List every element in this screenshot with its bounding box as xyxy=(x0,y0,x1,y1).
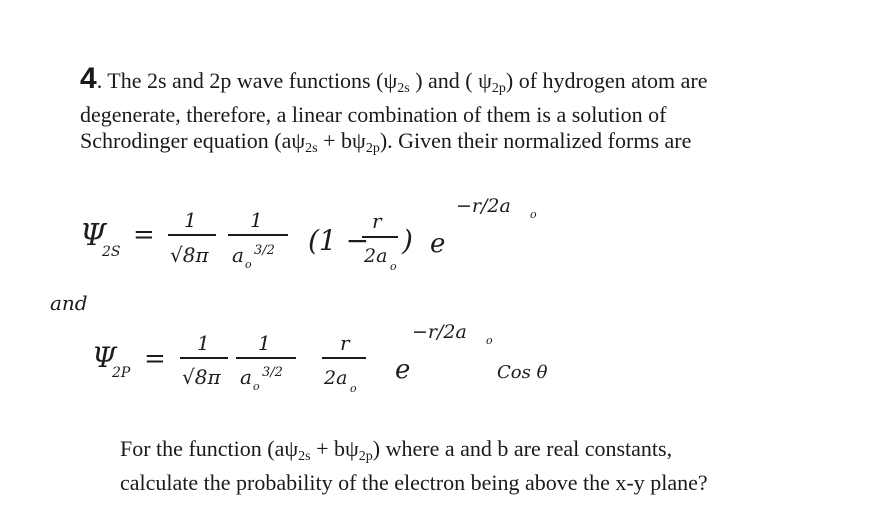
plus-b-text: + b xyxy=(317,128,353,153)
e-symbol: e xyxy=(430,229,446,259)
psi-subscript-2p: 2p xyxy=(358,449,373,464)
psi-symbol: ψ xyxy=(284,436,299,461)
psi-subscript-2s: 2s xyxy=(298,449,311,464)
question-prompt xyxy=(120,436,860,496)
footer-line-1 xyxy=(120,436,860,470)
equals-sign: = xyxy=(144,344,166,374)
psi-subscript-2s: 2s xyxy=(397,81,410,96)
psi-2s-symbol: Ψ xyxy=(80,218,107,253)
psi-subscript-2p: 2p xyxy=(365,141,380,156)
footer-text-b: ) where a and b are real constants, xyxy=(372,436,673,461)
three-halves-exponent: 3/2 xyxy=(254,243,275,258)
line1-text-c: ) of hydrogen atom are xyxy=(505,68,708,93)
r-symbol: r xyxy=(372,209,382,233)
equals-sign: = xyxy=(133,220,155,250)
numerator-one: 1 xyxy=(184,208,197,232)
line3-text-b: ). Given their normalized forms are xyxy=(379,128,692,153)
numerator-one: 1 xyxy=(197,331,210,355)
two-a0: 2a xyxy=(364,245,388,267)
exponent-text: −r/2a xyxy=(456,195,511,217)
numerator-one: 1 xyxy=(258,331,271,355)
line1-text-b: ) and ( xyxy=(409,68,479,93)
zero-subscript: o xyxy=(530,208,537,221)
e-symbol: e xyxy=(395,355,411,385)
three-halves-exponent: 3/2 xyxy=(262,365,283,380)
numerator-one: 1 xyxy=(250,208,263,232)
psi-2s-subscript: 2S xyxy=(102,244,121,260)
sqrt-8-pi: √8π xyxy=(182,365,221,389)
one-minus: (1 − xyxy=(308,224,370,257)
line1-text-a: . The 2s and 2p wave functions ( xyxy=(96,68,384,93)
psi-2s-equation xyxy=(80,195,537,273)
plus-b-text: + b xyxy=(310,436,346,461)
psi-symbol: ψ xyxy=(383,68,398,93)
zero-subscript: o xyxy=(253,380,260,393)
footer-line-2: calculate the probability of the electron being above the x-y plane? xyxy=(120,470,708,495)
psi-symbol: ψ xyxy=(478,68,492,93)
r-symbol: r xyxy=(340,331,350,355)
psi-2p-equation xyxy=(92,321,548,395)
psi-subscript-2s: 2s xyxy=(305,141,318,156)
line3-text-a: Schrodinger equation (a xyxy=(80,128,292,153)
and-word: and xyxy=(50,291,88,315)
zero-subscript: o xyxy=(350,382,357,395)
close-paren: ) xyxy=(402,224,413,257)
zero-subscript: o xyxy=(486,334,493,347)
exponent-text: −r/2a xyxy=(412,321,467,343)
a0-symbol: a xyxy=(240,365,252,389)
zero-subscript: o xyxy=(390,260,397,273)
question-line-2: degenerate, therefore, a linear combination of them is a solution of xyxy=(80,102,667,127)
psi-symbol: ψ xyxy=(352,128,366,153)
psi-2p-symbol: Ψ xyxy=(92,341,117,374)
two-a0: 2a xyxy=(324,367,348,389)
psi-subscript-2p: 2p xyxy=(491,81,506,96)
footer-text-a: For the function (a xyxy=(120,436,285,461)
psi-symbol: ψ xyxy=(291,128,306,153)
cos-theta: Cos θ xyxy=(497,362,548,383)
sqrt-8-pi: √8π xyxy=(170,243,209,267)
psi-symbol: ψ xyxy=(345,436,359,461)
zero-subscript: o xyxy=(245,258,252,271)
psi-2p-subscript: 2P xyxy=(112,365,131,381)
question-number: 4 xyxy=(80,62,97,95)
a0-symbol: a xyxy=(232,243,244,267)
